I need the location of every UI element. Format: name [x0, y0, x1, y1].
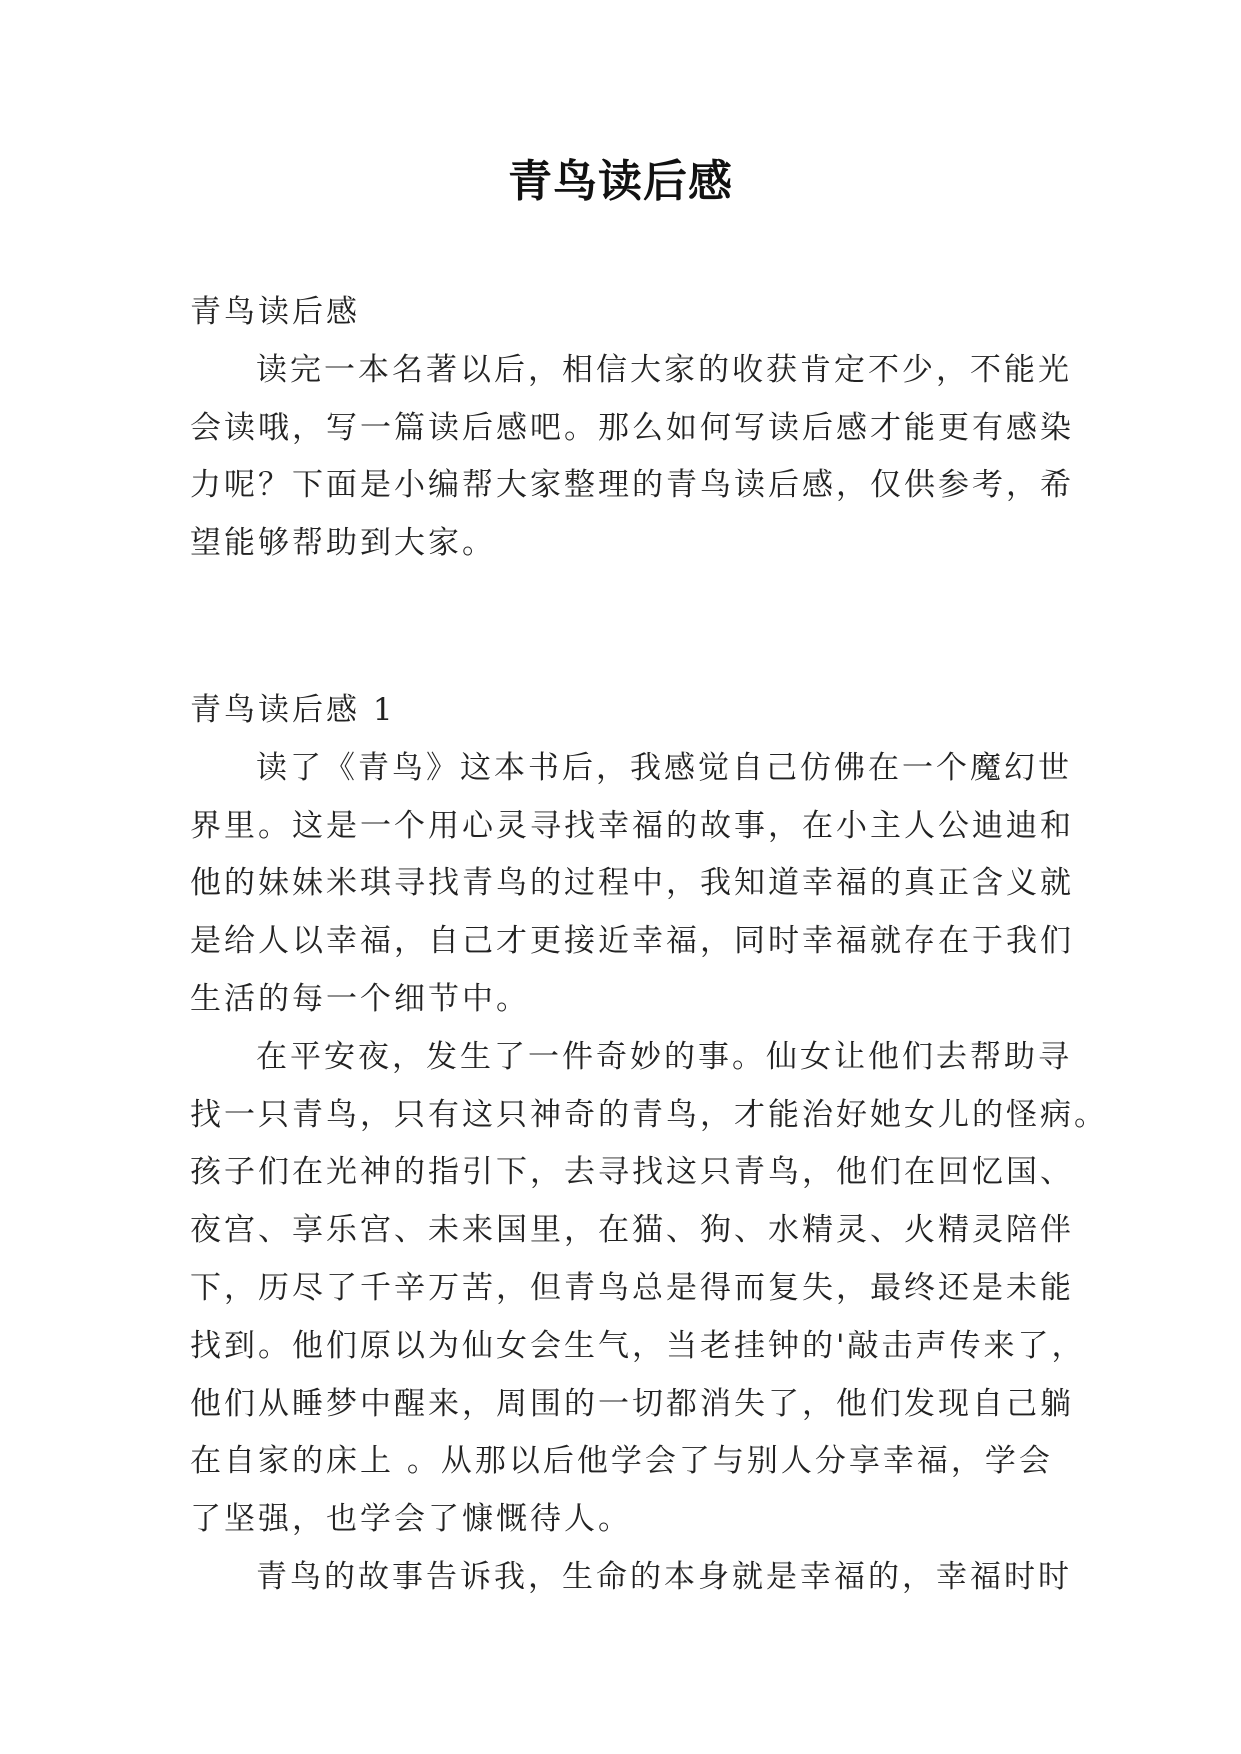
text-line: 是给人以幸福，自己才更接近幸福，同时幸福就存在于我们	[190, 923, 1074, 960]
text-line: 了坚强，也学会了慷慨待人。	[190, 1501, 632, 1538]
text-line: 夜宫、享乐宫、未来国里，在猫、狗、水精灵、火精灵陪伴	[190, 1212, 1074, 1249]
text-line: 他的妹妹米琪寻找青鸟的过程中，我知道幸福的真正含义就	[190, 865, 1074, 902]
paragraph-2	[190, 1029, 1108, 1549]
document-title: 青鸟读后感	[508, 156, 733, 207]
text-line: 会读哦，写一篇读后感吧。那么如何写读后感才能更有感染	[190, 409, 1074, 446]
text-line: 在自家的床上 。从那以后他学会了与别人分享幸福，学会	[190, 1443, 1053, 1480]
intro-heading: 青鸟读后感	[190, 294, 360, 330]
text-line: 找一只青鸟，只有这只神奇的青鸟，才能治好她女儿的怪病。	[190, 1096, 1108, 1133]
section-spacer	[190, 573, 1050, 682]
text-line: 在平安夜，发生了一件奇妙的事。仙女让他们去帮助寻	[256, 1038, 1072, 1075]
intro-paragraph	[190, 342, 1074, 573]
paragraph-1	[190, 740, 1074, 1029]
text-line: 界里。这是一个用心灵寻找幸福的故事，在小主人公迪迪和	[190, 807, 1074, 844]
section-heading: 青鸟读后感 1	[190, 691, 396, 728]
text-line: 读完一本名著以后，相信大家的收获肯定不少，不能光	[256, 351, 1072, 388]
text-line: 读了《青鸟》这本书后，我感觉自己仿佛在一个魔幻世	[256, 749, 1072, 786]
text-line: 他们从睡梦中醒来，周围的一切都消失了，他们发现自己躺	[190, 1385, 1074, 1422]
document-body	[190, 284, 1108, 1607]
text-line: 力呢？下面是小编帮大家整理的青鸟读后感，仅供参考，希	[190, 467, 1074, 504]
text-line: 生活的每一个细节中。	[190, 980, 530, 1017]
text-line: 孩子们在光神的指引下，去寻找这只青鸟，他们在回忆国、	[190, 1154, 1074, 1191]
text-line: 望能够帮助到大家。	[190, 525, 496, 562]
text-line: 下，历尽了千辛万苦，但青鸟总是得而复失，最终还是未能	[190, 1269, 1074, 1306]
paragraph-3	[190, 1549, 1072, 1607]
text-line: 找到。他们原以为仙女会生气，当老挂钟的'敲击声传来了，	[190, 1327, 1086, 1364]
text-line: 青鸟的故事告诉我，生命的本身就是幸福的，幸福时时	[256, 1558, 1072, 1595]
